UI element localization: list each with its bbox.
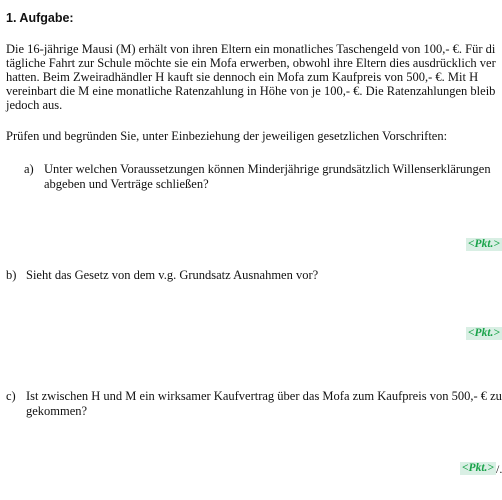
question-b-marker: b)	[6, 268, 17, 282]
heading: 1. Aufgabe:	[6, 11, 74, 25]
intro-line: hatten. Beim Zweiradhändler H kauft sie dennoch ein Mofa zum Kaufpreis von 500,- €. Mit H	[6, 70, 479, 84]
question-c-line: gekommen?	[26, 404, 88, 418]
question-c-marker: c)	[6, 389, 16, 403]
points-tag-b: <Pkt.>	[468, 327, 500, 339]
intro-line: tägliche Fahrt zur Schule möchte sie ein Mofa erwerben, obwohl ihre Eltern dies ausdrücklich ver	[6, 56, 496, 70]
question-a-line: abgeben und Verträge schließen?	[44, 177, 209, 191]
points-suffix-c: /.	[496, 462, 502, 476]
points-tag-a: <Pkt.>	[468, 238, 500, 250]
points-tag-c: <Pkt.>	[462, 462, 494, 474]
question-b-line: Sieht das Gesetz von dem v.g. Grundsatz Ausnahmen vor?	[26, 268, 319, 282]
intro-line: jedoch aus.	[6, 98, 63, 112]
instruction: Prüfen und begründen Sie, unter Einbeziehung der jeweiligen gesetzlichen Vorschriften:	[6, 129, 448, 143]
question-a-line: Unter welchen Voraussetzungen können Minderjährige grundsätzlich Willenserklärungen	[44, 162, 491, 176]
question-c-line: Ist zwischen H und M ein wirksamer Kaufvertrag über das Mofa zum Kaufpreis von 500,- € zu	[26, 389, 502, 403]
intro-line: vereinbart die M eine monatliche Ratenzahlung in Höhe von je 100,- €. Die Ratenzahlungen bleib	[6, 84, 496, 98]
question-a-marker: a)	[24, 162, 34, 176]
intro-line: Die 16-jährige Mausi (M) erhält von ihren Eltern ein monatliches Taschengeld von 100,- €. Für di	[6, 42, 496, 56]
